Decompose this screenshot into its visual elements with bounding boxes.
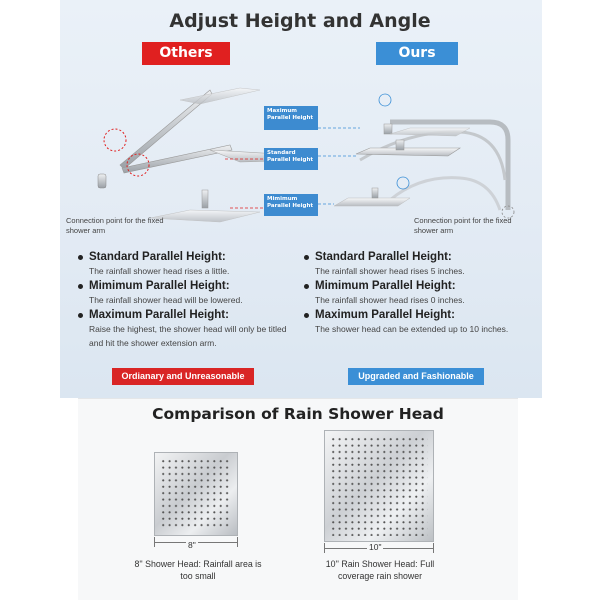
ours-verdict-badge: Upgraded and Fashionable — [348, 368, 484, 385]
small-shower-head-image — [154, 452, 238, 536]
connection-note-right: Connection point for the fixed shower arm — [414, 216, 512, 235]
ours-arm-graphic — [318, 94, 514, 218]
ours-minimum-text: The rainfall shower head rises 0 inches. — [315, 295, 465, 305]
page-title: Adjust Height and Angle — [169, 10, 431, 32]
small-caption: 8'' Shower Head: Rainfall area is too small — [134, 559, 262, 581]
others-maximum-text: Raise the highest, the shower head will only be titled and hit the shower extension arm. — [89, 324, 287, 348]
large-shower-head-image — [324, 430, 434, 542]
shower-head-comparison — [78, 398, 518, 600]
ours-maximum-text: The shower head can be extended up to 10 inches. — [315, 324, 509, 334]
connection-note-left: Connection point for the fixed shower arm — [66, 216, 164, 235]
ours-minimum-heading: Mimimum Parallel Height: — [304, 279, 528, 293]
maximum-height-callout: Maximum Parallel Height — [264, 106, 318, 130]
ours-standard-text: The rainfall shower head rises 5 inches. — [315, 266, 465, 276]
others-tag: Others — [142, 42, 230, 65]
others-feature-list — [78, 250, 302, 351]
small-size-label: 8" — [188, 540, 196, 550]
large-caption: 10'' Rain Shower Head: Full coverage rain shower — [325, 559, 435, 581]
others-standard-heading: Standard Parallel Height: — [78, 250, 302, 264]
comparison-title: Comparison of Rain Shower Head — [152, 405, 444, 423]
others-minimum-text: The rainfall shower head will be lowered. — [89, 295, 243, 305]
standard-height-callout: Standard Parallel Height — [264, 148, 318, 170]
minimum-height-callout: Mimimum Parallel Height — [264, 194, 318, 216]
ours-maximum-heading: Maximum Parallel Height: — [304, 308, 528, 322]
ours-tag: Ours — [376, 42, 458, 65]
others-standard-text: The rainfall shower head rises a little. — [89, 266, 230, 276]
others-minimum-heading: Mimimum Parallel Height: — [78, 279, 302, 293]
others-maximum-heading: Maximum Parallel Height: — [78, 308, 302, 322]
ours-standard-heading: Standard Parallel Height: — [304, 250, 528, 264]
others-verdict-badge: Ordianary and Unreasonable — [112, 368, 254, 385]
ours-feature-list — [304, 250, 528, 337]
large-size-label: 10" — [369, 542, 382, 552]
